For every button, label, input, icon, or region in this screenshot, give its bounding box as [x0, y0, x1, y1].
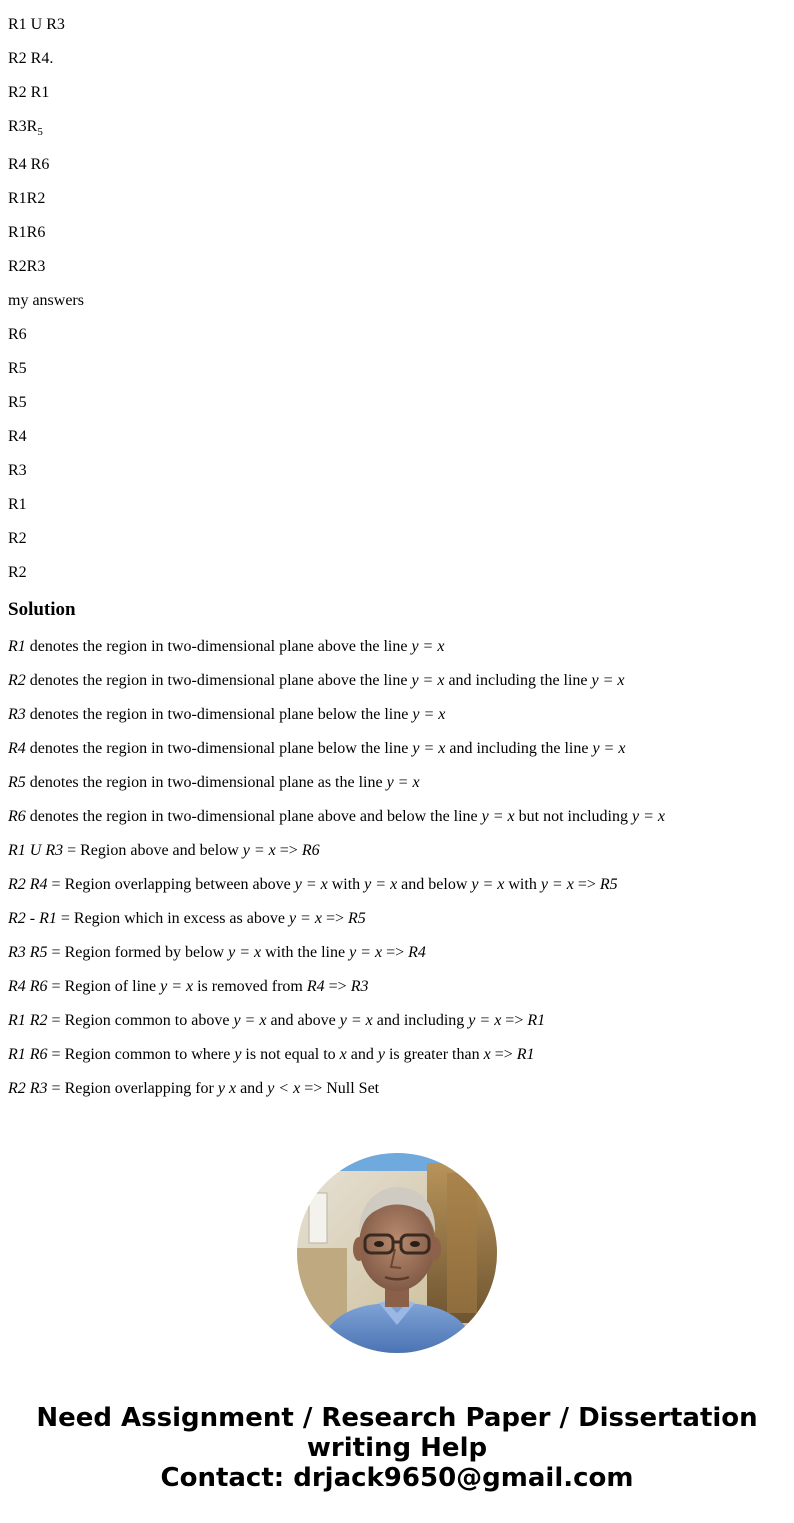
answer-item: R3: [8, 462, 27, 479]
exercise-item: R2 R1: [8, 84, 50, 101]
footer-contact: Contact: drjack9650@gmail.com: [160, 1463, 634, 1493]
answer-item: R2: [8, 564, 27, 581]
answer-item: R5: [8, 394, 27, 411]
solution-line: R5 denotes the region in two-dimensional plane as the line y = x: [8, 774, 420, 791]
solution-line: R1 denotes the region in two-dimensional plane above the line y = x: [8, 638, 445, 655]
solution-line: R2 denotes the region in two-dimensional plane above the line y = x and including the line y = x: [8, 672, 625, 689]
footer-banner: [0, 1403, 794, 1493]
answer-item: R4: [8, 428, 27, 445]
solution-line: R1 R2 = Region common to above y = x and above y = x and including y = x => R1: [8, 1012, 546, 1029]
subscript: 5: [37, 126, 43, 138]
exercise-item: R2R3: [8, 258, 46, 275]
answer-item: R2: [8, 530, 27, 547]
exercise-item: R1R6: [8, 224, 46, 241]
footer-line: Need Assignment / Research Paper / Dissertation: [36, 1403, 758, 1433]
solution-line: R2 - R1 = Region which in excess as above y = x => R5: [8, 910, 366, 927]
solution-line: R4 R6 = Region of line y = x is removed from R4 => R3: [8, 978, 369, 995]
answer-item: R5: [8, 360, 27, 377]
solution-line: R2 R4 = Region overlapping between above y = x with y = x and below y = x with y = x => R5: [8, 876, 618, 893]
exercise-item: [8, 117, 786, 155]
author-photo: [297, 1153, 497, 1353]
exercise-text: R3R: [8, 118, 38, 135]
solution-line: R3 denotes the region in two-dimensional plane below the line y = x: [8, 706, 446, 723]
cut-off-top-line: [8, 0, 786, 15]
answer-item: R6: [8, 326, 27, 343]
solution-line: R1 R6 = Region common to where y is not equal to x and y is greater than x => R1: [8, 1046, 535, 1063]
exercise-item: R2 R4.: [8, 50, 54, 67]
solution-line: R6 denotes the region in two-dimensional plane above and below the line y = x but not including y = x: [8, 808, 665, 825]
answer-item: R1: [8, 496, 27, 513]
my-answers-label: my answers: [8, 292, 84, 309]
solution-line: R1 U R3 = Region above and below y = x => R6: [8, 842, 320, 859]
solution-line: R2 R3 = Region overlapping for y x and y < x => Null Set: [8, 1080, 380, 1097]
exercise-item: R1R2: [8, 190, 46, 207]
exercise-item: R1 U R3: [8, 16, 65, 33]
exercise-item: R4 R6: [8, 156, 50, 173]
solution-line: R3 R5 = Region formed by below y = x with the line y = x => R4: [8, 944, 426, 961]
solution-line: R4 denotes the region in two-dimensional plane below the line y = x and including the line y = x: [8, 740, 626, 757]
solution-heading: Solution: [8, 599, 76, 620]
footer-line: writing Help: [306, 1433, 488, 1463]
portrait-icon: [297, 1153, 497, 1353]
document-body: [8, 0, 786, 1113]
